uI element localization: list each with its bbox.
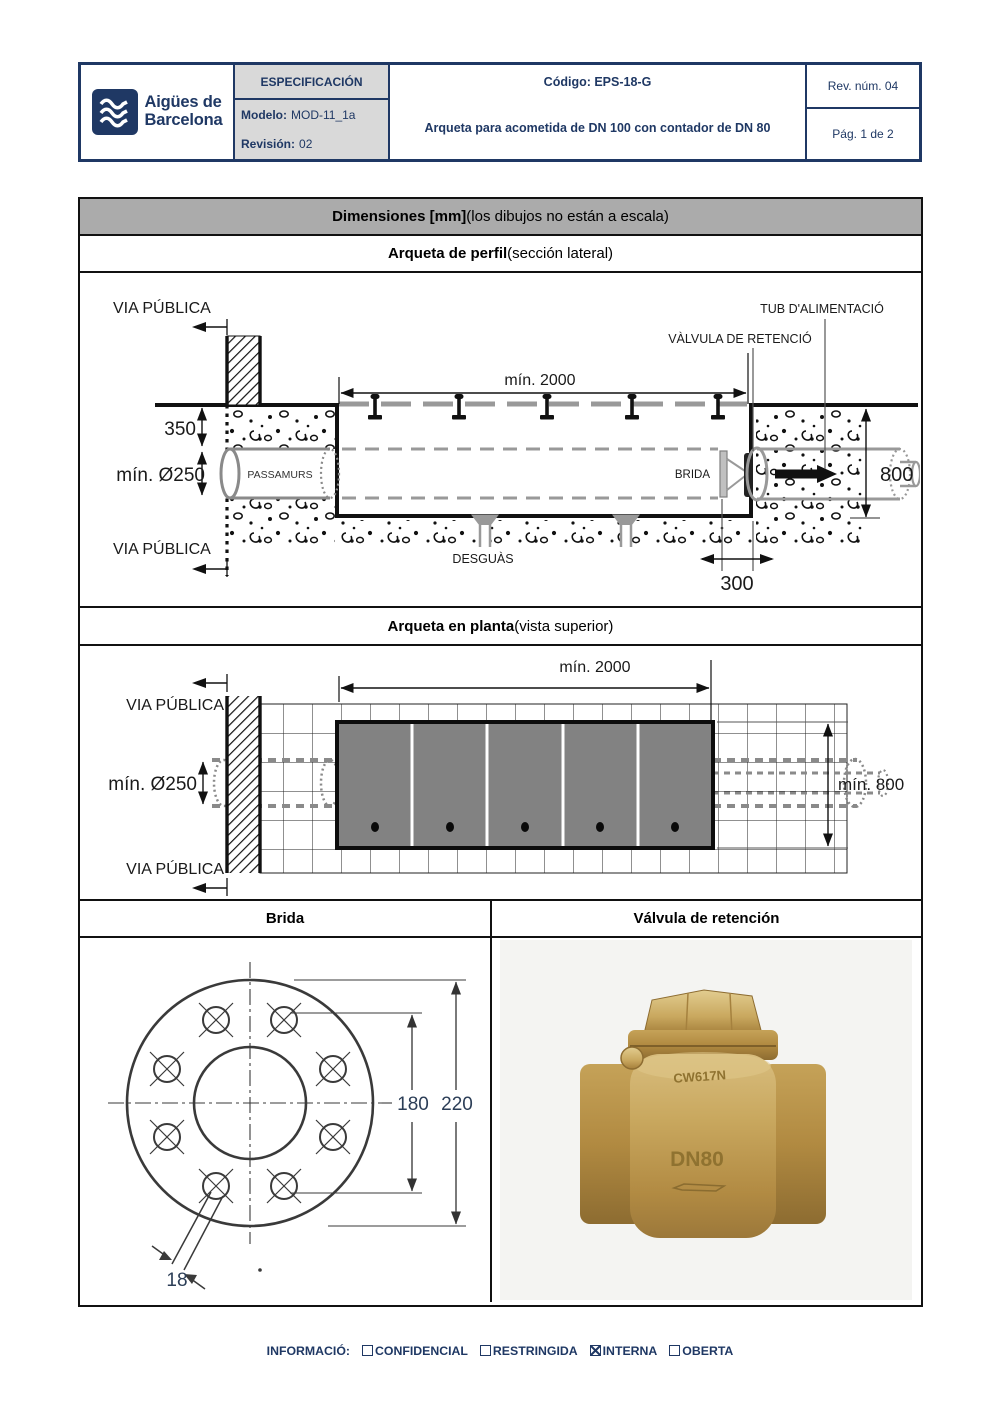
brida-column-header: Brida — [80, 901, 492, 936]
valve-alloy-marking: CW617N — [672, 1067, 727, 1086]
footer-option-label: INTERNA — [602, 1344, 658, 1358]
section-perfil-header — [80, 236, 921, 273]
section2-rest: (vista superior) — [514, 617, 614, 635]
footer-option-interna — [590, 1344, 658, 1358]
planta-d800-label: mín. 800 — [838, 775, 905, 794]
min2000-label: mín. 2000 — [504, 372, 576, 389]
cover-handles — [368, 394, 725, 420]
footer-option-oberta — [669, 1344, 733, 1358]
logo-text: Aigües de Barcelona — [144, 93, 223, 129]
footer-option-label: OBERTA — [682, 1344, 734, 1358]
footer-option-restringida — [480, 1344, 578, 1358]
via-top-arrowhead — [192, 322, 206, 332]
brida-link-top — [727, 459, 745, 471]
perfil-section-drawing — [80, 273, 920, 606]
planta-via-publica-bottom: VIA PÚBLICA — [126, 861, 224, 878]
concrete-floor — [339, 520, 753, 546]
d350-label: 350 — [164, 419, 196, 440]
passamurs-label: PASSAMURS — [247, 469, 313, 481]
valve-dn-marking: DN80 — [670, 1148, 724, 1171]
d300-arrow-right — [760, 554, 774, 564]
revision-row — [235, 130, 388, 160]
concrete-left-lower — [230, 498, 335, 546]
flange-drawing — [80, 938, 490, 1302]
dimensions-titlebar — [80, 199, 921, 236]
modelo-value: MOD-11_1a — [291, 107, 356, 122]
concrete-left-upper — [230, 408, 335, 449]
via-publica-top-label: VIA PÚBLICA — [113, 300, 211, 317]
revision-label: Revisión: — [241, 137, 296, 152]
d300-arrow-left — [700, 554, 714, 564]
title-cell — [390, 65, 805, 159]
section1-rest: (sección lateral) — [507, 245, 614, 262]
rev-page-cell — [805, 65, 919, 159]
brida-drawing-cell — [80, 938, 492, 1302]
stray-dot — [258, 1268, 262, 1272]
page-number: Pág. 1 de 2 — [832, 127, 894, 141]
footer-label: INFORMACIÓ: — [266, 1344, 351, 1358]
modelo-label: Modelo: — [241, 107, 287, 122]
d220-label: 220 — [441, 1094, 473, 1115]
brida-link-bottom — [727, 476, 745, 490]
building-wall-hatch — [227, 336, 260, 405]
building-wall-strip — [227, 696, 260, 873]
brida-flange — [720, 451, 727, 497]
d18-label: 18 — [166, 1270, 188, 1291]
footer-option-confidencial — [362, 1344, 468, 1358]
d250-label: mín. Ø250 — [116, 465, 205, 486]
check-valve-photo — [492, 938, 918, 1302]
bottom-column-headers — [80, 901, 921, 938]
modelo-row — [235, 100, 388, 130]
checkbox-interna — [590, 1345, 601, 1356]
spec-cell — [233, 65, 390, 159]
drawing-planta — [80, 646, 921, 901]
checkbox-restringida — [480, 1345, 491, 1356]
dimensions-table — [78, 197, 923, 1307]
rev-num: Rev. núm. 04 — [807, 65, 919, 109]
via-publica-bottom-label: VIA PÚBLICA — [113, 541, 211, 558]
dim-title-bold: Dimensiones [mm] — [332, 208, 467, 225]
spec-label: ESPECIFICACIÓN — [235, 65, 388, 100]
planta-d250-label: mín. Ø250 — [108, 774, 197, 795]
tub-alimentacio-label: TUB D'ALIMENTACIÓ — [760, 302, 884, 316]
valvula-retencio-label: VÀLVULA DE RETENCIÓ — [668, 332, 812, 346]
header-table — [78, 62, 922, 162]
d800-label: 800 — [880, 464, 914, 486]
section2-bold: Arqueta en planta — [387, 617, 515, 635]
d180-label: 180 — [397, 1094, 429, 1115]
aigues-barcelona-logo-icon — [92, 89, 138, 135]
revision-value: 02 — [299, 137, 313, 152]
brida-label: BRIDA — [674, 469, 710, 481]
footer-option-label: RESTRINGIDA — [492, 1344, 578, 1358]
logo-cell — [81, 65, 233, 159]
section-planta-header — [80, 608, 921, 646]
checkbox-confidencial — [362, 1345, 373, 1356]
valvula-column-header: Válvula de retención — [633, 910, 780, 927]
drawing-perfil — [80, 273, 921, 608]
planta-min2000-label: mín. 2000 — [559, 659, 631, 676]
dim-title-rest: (los dibujos no están a escala) — [466, 208, 669, 225]
d300-label: 300 — [720, 573, 754, 595]
codigo: Código: EPS-18-G — [543, 74, 652, 89]
checkbox-oberta — [669, 1345, 680, 1356]
footer-classification — [0, 1344, 1000, 1358]
valvula-photo-cell — [492, 938, 921, 1302]
desguas-label: DESGUÀS — [452, 552, 514, 566]
bottom-cells — [80, 938, 921, 1302]
planta-via-top-arrowhead — [192, 678, 206, 688]
via-bottom-arrowhead — [192, 564, 206, 574]
footer-option-label: CONFIDENCIAL — [375, 1344, 468, 1358]
section1-bold: Arqueta de perfil — [387, 245, 508, 262]
planta-plan-drawing — [80, 646, 920, 899]
planta-via-bottom-arrowhead — [192, 883, 206, 893]
planta-via-publica-top: VIA PÚBLICA — [126, 697, 224, 714]
document-title: Arqueta para acometida de DN 100 con contador de DN 80 — [424, 121, 771, 136]
